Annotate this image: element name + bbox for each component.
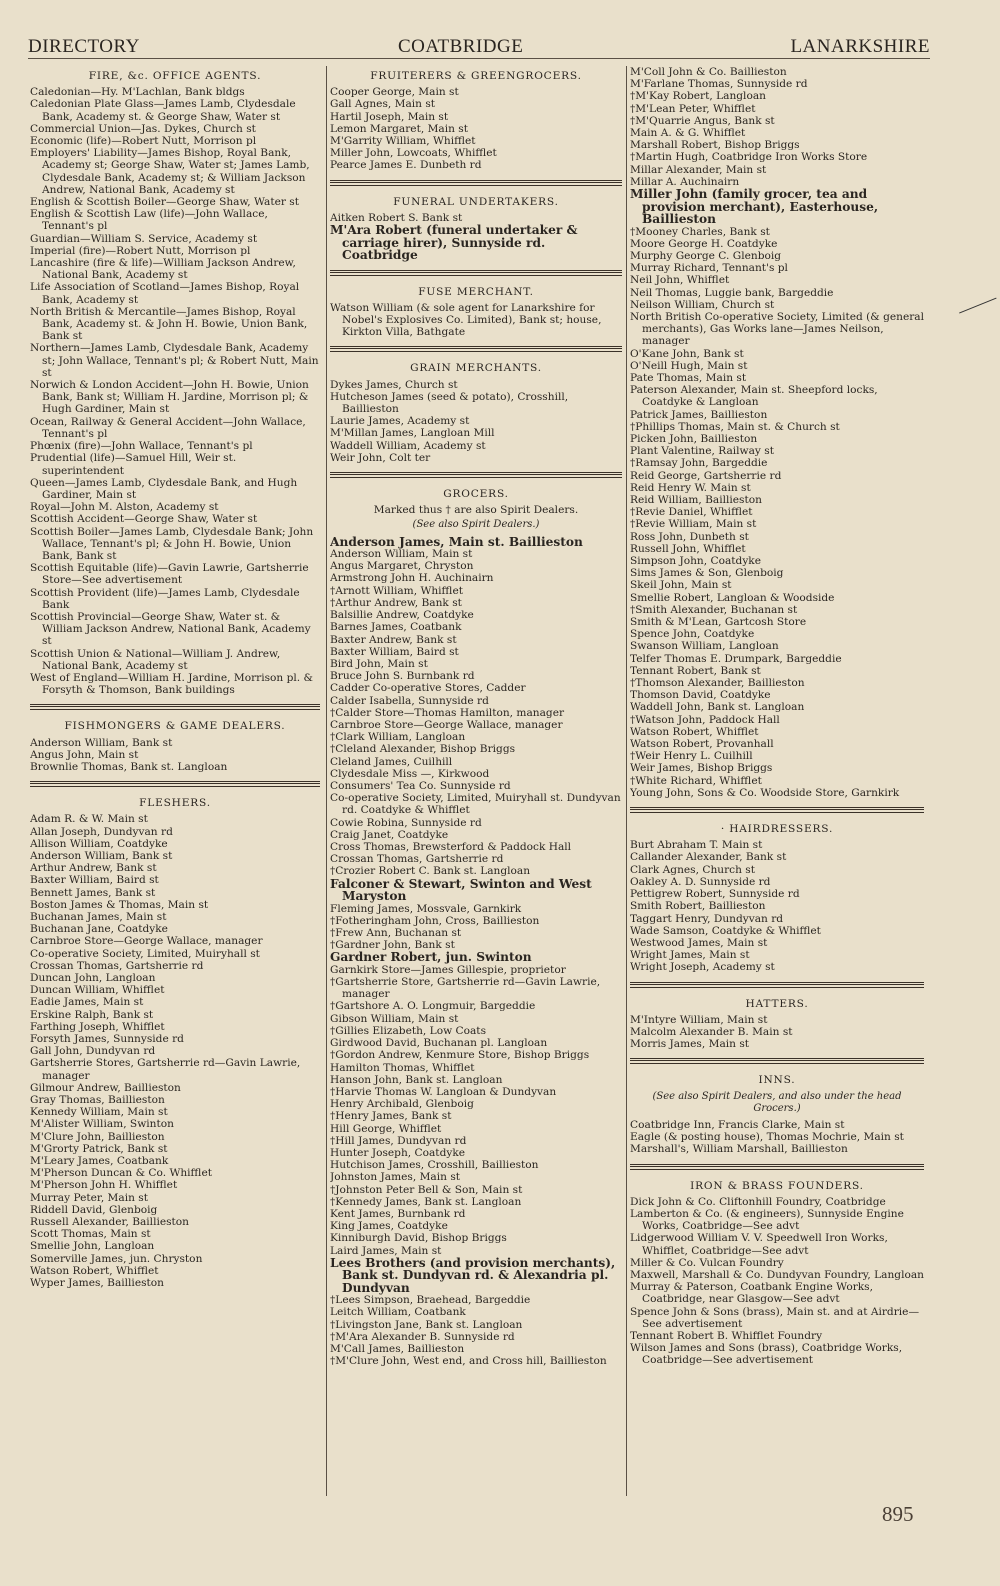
listing-entry: M'Coll John & Co. Baillieston — [630, 66, 787, 78]
page-number: 895 — [882, 1502, 914, 1526]
listing-entry: †Frew Ann, Buchanan st — [330, 926, 462, 939]
listing-entry: Gartsherrie Stores, Gartsherrie rd—Gavin Lawrie, manager — [30, 1057, 301, 1082]
listing-entry: Scottish Accident—George Shaw, Water st — [30, 513, 258, 526]
listing-entry: Cowie Robina, Sunnyside rd — [330, 816, 482, 829]
listing-entry: Pettigrew Robert, Sunnyside rd — [630, 888, 800, 901]
listing-entry: Scottish Union & National—William J. Andrew, National Bank, Academy st — [30, 647, 281, 672]
section-rule — [630, 1164, 924, 1170]
listing-entry: King James, Coatdyke — [330, 1220, 448, 1233]
listing-entry: Sims James & Son, Glenboig — [630, 567, 784, 580]
listing-entry: Lidgerwood William V. V. Speedwell Iron Works, Whifflet, Coatbridge—See advt — [630, 1232, 888, 1257]
listing-entry: Life Association of Scotland—James Bishop, Royal Bank, Academy st — [30, 281, 300, 306]
listing-entry: Smith & M'Lean, Gartcosh Store — [630, 616, 807, 629]
section-heading: FLESHERS. — [139, 797, 211, 810]
listing-entry: Tennant Robert, Bank st — [630, 664, 761, 677]
section-rule — [330, 346, 622, 352]
column-divider — [626, 66, 627, 1496]
listing-entry: Murray Richard, Tennant's pl — [630, 262, 788, 275]
listing-entry: Bennett James, Bank st — [30, 886, 156, 899]
listing-entry: Scottish Boiler—James Lamb, Clydesdale Bank; John Wallace, Tennant's pl; & John H. Bowie, Union Bank, Bank st — [30, 525, 314, 562]
listing-entry: Westwood James, Main st — [630, 936, 768, 949]
listing-entry: Henry Archibald, Glenboig — [330, 1098, 474, 1111]
listing-entry: Waddell John, Bank st. Langloan — [630, 701, 805, 714]
listing-entry: Gibson William, Main st — [330, 1012, 459, 1025]
listing-entry: Neil Thomas, Luggie bank, Bargeddie — [630, 286, 834, 299]
listing-entry: Girdwood David, Buchanan pl. Langloan — [330, 1037, 548, 1050]
listing-entry: Imperial (fire)—Robert Nutt, Morrison pl — [30, 244, 251, 257]
listing-entry: Armstrong John H. Auchinairn — [330, 572, 494, 585]
listing-entry: North British & Mercantile—James Bishop, Royal Bank, Academy st. & John H. Bowie, Union Bank, Bank st — [30, 305, 308, 343]
listing-entry: Bird John, Main st — [330, 657, 428, 670]
listing-entry: Millar A. Auchinairn — [630, 175, 740, 188]
listing-entry: Craig Janet, Coatdyke — [330, 828, 449, 841]
listing-entry: Anderson William, Bank st — [30, 736, 173, 749]
listing-entry: †Calder Store—Thomas Hamilton, manager — [330, 706, 565, 719]
listing-entry: Guardian—William S. Service, Academy st — [30, 232, 258, 245]
listing-entry: †M'Kay Robert, Langloan — [630, 90, 766, 103]
listing-entry: Queen—James Lamb, Clydesdale Bank, and Hugh Gardiner, Main st — [30, 476, 298, 501]
listing-entry: Tennant Robert B. Whifflet Foundry — [630, 1329, 823, 1342]
listing-entry: North British Co-operative Society, Limited (& general merchants), Gas Works lane—James Neilson, manager — [630, 310, 924, 348]
featured-listing-entry: M'Ara Robert (funeral undertaker & carriage hirer), Sunnyside rd. Coatbridge — [330, 223, 578, 263]
listing-entry: †Gartshore A. O. Longmuir, Bargeddie — [330, 1000, 536, 1013]
listing-entry: Smellie John, Langloan — [30, 1240, 155, 1253]
featured-listing-entry: Falconer & Stewart, Swinton and West Maryston — [330, 876, 592, 904]
section-rule — [330, 180, 622, 186]
section-rule — [330, 270, 622, 276]
section-heading: GRAIN MERCHANTS. — [410, 362, 542, 375]
listing-entry: Taggart Henry, Dundyvan rd — [630, 912, 784, 925]
listing-entry: †Fotheringham John, Cross, Baillieston — [330, 914, 540, 927]
listing-entry: Hunter Joseph, Coatdyke — [330, 1146, 466, 1159]
listing-entry: †Crozier Robert C. Bank st. Langloan — [330, 865, 531, 878]
listing-entry: Weir James, Bishop Briggs — [630, 762, 773, 775]
listing-entry: Patrick James, Baillieston — [630, 408, 768, 421]
listing-entry: Thomson David, Coatdyke — [630, 689, 771, 702]
section-rule — [630, 982, 924, 988]
listing-entry: Marshall's, William Marshall, Baillieston — [630, 1143, 848, 1156]
section-heading: IRON & BRASS FOUNDERS. — [690, 1179, 864, 1192]
listing-entry: Waddell William, Academy st — [330, 439, 486, 452]
listing-entry: Hartil Joseph, Main st — [330, 110, 449, 123]
listing-entry: Hutchison James, Crosshill, Baillieston — [330, 1159, 539, 1172]
listing-entry: †Cleland Alexander, Bishop Briggs — [330, 743, 516, 756]
listing-entry: Forsyth James, Sunnyside rd — [30, 1033, 184, 1046]
listing-entry: Kinniburgh David, Bishop Briggs — [330, 1232, 507, 1245]
listing-entry: †Watson John, Paddock Hall — [630, 713, 780, 726]
listing-entry: Hill George, Whifflet — [330, 1122, 442, 1135]
listing-entry: Scottish Equitable (life)—Gavin Lawrie, Gartsherrie Store—See advertisement — [30, 562, 309, 587]
listing-entry: Buchanan James, Main st — [30, 911, 167, 923]
listing-entry: Calder Isabella, Sunnyside rd — [330, 694, 489, 707]
header-left: DIRECTORY — [28, 36, 140, 57]
listing-entry: Neilson William, Church st — [630, 298, 775, 311]
listing-entry: †Smith Alexander, Buchanan st — [630, 603, 798, 616]
listing-entry: O'Kane John, Bank st — [630, 347, 744, 360]
listing-entry: Pate Thomas, Main st — [630, 371, 747, 384]
listing-entry: Angus Margaret, Chryston — [330, 560, 474, 573]
listing-entry: Wright Joseph, Academy st — [630, 961, 775, 974]
listing-entry: †Lees Simpson, Braehead, Bargeddie — [330, 1294, 531, 1307]
listing-entry: †Revie William, Main st — [630, 518, 757, 531]
listing-entry: †M'Ara Alexander B. Sunnyside rd — [330, 1330, 515, 1343]
listing-entry: †Thomson Alexander, Baillieston — [630, 677, 805, 690]
listing-entry: Reid William, Baillieston — [630, 494, 762, 506]
listing-entry: O'Neill Hugh, Main st — [630, 359, 748, 372]
listing-entry: Caledonian Plate Glass—James Lamb, Clydesdale Bank, Academy st. & George Shaw, Water st — [30, 98, 296, 123]
listing-entry: Morris James, Main st — [630, 1038, 750, 1051]
listing-entry: Baxter Andrew, Bank st — [330, 633, 457, 646]
listing-entry: Phœnix (fire)—John Wallace, Tennant's pl — [30, 440, 253, 453]
listing-entry: M'Farlane Thomas, Sunnyside rd — [630, 78, 808, 91]
listing-entry: Barnes James, Coatbank — [330, 621, 462, 634]
listing-entry: †Hill James, Dundyvan rd — [330, 1134, 467, 1147]
listing-entry: Laurie James, Academy st — [330, 415, 470, 428]
listing-entry: Arthur Andrew, Bank st — [30, 862, 157, 875]
listing-entry: Murray Peter, Main st — [30, 1191, 148, 1204]
section-heading: · HAIRDRESSERS. — [720, 823, 834, 836]
listing-entry: Pearce James E. Dunbeth rd — [330, 159, 482, 172]
section-heading: FUSE MERCHANT. — [418, 285, 534, 298]
listing-entry: Gilmour Andrew, Baillieston — [30, 1081, 181, 1094]
listing-entry: Miller & Co. Vulcan Foundry — [630, 1256, 784, 1269]
listing-entry: M'Pherson Duncan & Co. Whifflet — [30, 1167, 212, 1180]
listing-entry: Wright James, Main st — [630, 949, 750, 962]
section-rule — [330, 472, 622, 478]
listing-entry: Crossan Thomas, Gartsherrie rd — [330, 853, 504, 866]
listing-entry: Clydesdale Miss —, Kirkwood — [330, 767, 490, 780]
listing-entry: Anderson William, Bank st — [30, 849, 173, 862]
listing-entry: Prudential (life)—Samuel Hill, Weir st. superintendent — [30, 452, 237, 477]
listing-entry: Spence John & Sons (brass), Main st. and at Airdrie—See advertisement — [630, 1305, 920, 1330]
listing-entry: Callander Alexander, Bank st — [630, 851, 787, 864]
listing-entry: Wilson James and Sons (brass), Coatbridge Works, Coatbridge—See advertisement — [630, 1342, 903, 1367]
listing-entry: Cooper George, Main st — [330, 86, 459, 99]
listing-entry: †Gartsherrie Store, Gartsherrie rd—Gavin Lawrie, manager — [330, 976, 601, 1001]
listing-entry: Duncan William, Whifflet — [30, 984, 165, 997]
listing-entry: Lemon Margaret, Main st — [330, 122, 469, 135]
listing-entry: Brownlie Thomas, Bank st. Langloan — [30, 760, 228, 773]
listing-entry: Swanson William, Langloan — [630, 640, 779, 653]
section-rule — [630, 807, 924, 813]
listing-entry: Buchanan Jane, Coatdyke — [30, 923, 168, 936]
listing-entry: †Gardner John, Bank st — [330, 939, 455, 952]
listing-entry: Johnston James, Main st — [330, 1171, 461, 1184]
listing-entry: M'Grorty Patrick, Bank st — [30, 1142, 168, 1155]
listing-entry: †Martin Hugh, Coatbridge Iron Works Store — [630, 151, 868, 164]
listing-entry: Coatbridge Inn, Francis Clarke, Main st — [630, 1118, 845, 1131]
section-heading: FUNERAL UNDERTAKERS. — [393, 195, 559, 208]
listing-entry: Paterson Alexander, Main st. Sheepford locks, Coatdyke & Langloan — [630, 384, 878, 409]
listing-entry: Neil John, Whifflet — [630, 274, 730, 287]
listing-entry: Boston James & Thomas, Main st — [30, 898, 209, 911]
listing-entry: M'Call James, Baillieston — [330, 1343, 465, 1356]
listing-entry: Wyper James, Baillieston — [30, 1277, 164, 1290]
listing-entry: Clark Agnes, Church st — [630, 863, 755, 876]
section-rule — [30, 704, 320, 710]
listing-entry: †Gordon Andrew, Kenmure Store, Bishop Briggs — [330, 1049, 590, 1062]
listing-entry: Riddell David, Glenboig — [30, 1203, 158, 1216]
listing-entry: Commercial Union—Jas. Dykes, Church st — [30, 122, 256, 135]
listing-entry: †M'Clure John, West end, and Cross hill, Baillieston — [330, 1355, 607, 1368]
listing-entry: Millar Alexander, Main st — [630, 163, 767, 176]
listing-entry: Cadder Co-operative Stores, Cadder — [330, 682, 526, 695]
listing-entry: M'Leary James, Coatbank — [30, 1155, 169, 1168]
listing-entry: Caledonian—Hy. M'Lachlan, Bank bldgs — [30, 86, 245, 99]
listing-entry: Marshall Robert, Bishop Briggs — [630, 139, 800, 152]
listing-entry: Economic (life)—Robert Nutt, Morrison pl — [30, 135, 257, 148]
listing-entry: Carnbroe Store—George Wallace, manager — [30, 935, 263, 948]
listing-entry: †Harvie Thomas W. Langloan & Dundyvan — [330, 1085, 557, 1098]
listing-entry: English & Scottish Boiler—George Shaw, Water st — [30, 196, 299, 209]
listing-entry: Balsillie Andrew, Coatdyke — [330, 609, 474, 622]
listing-entry: †Henry James, Bank st — [330, 1110, 452, 1123]
section-heading: INNS. — [758, 1074, 796, 1087]
listing-entry: Kennedy William, Main st — [30, 1106, 168, 1119]
listing-entry: Smith Robert, Baillieston — [630, 900, 766, 913]
listing-entry: Spence John, Coatdyke — [630, 628, 755, 641]
listing-entry: †Ramsay John, Bargeddie — [630, 457, 768, 470]
listing-entry: Duncan John, Langloan — [30, 972, 156, 985]
listing-entry: Scottish Provident (life)—James Lamb, Clydesdale Bank — [30, 586, 300, 611]
header-rule — [28, 58, 930, 59]
listing-entry: Crossan Thomas, Gartsherrie rd — [30, 959, 204, 972]
listing-entry: Murray & Paterson, Coatbank Engine Works, Coatbridge, near Glasgow—See advt — [630, 1281, 873, 1306]
listing-entry: †Arnott William, Whifflet — [330, 584, 463, 597]
listing-entry: Hutcheson James (seed & potato), Crosshill, Baillieston — [330, 390, 569, 415]
listing-entry: Adam R. & W. Main st — [30, 813, 148, 826]
listing-entry: Smellie Robert, Langloan & Woodside — [630, 591, 835, 604]
section-heading: GROCERS. — [443, 487, 509, 500]
listing-entry: †Gillies Elizabeth, Low Coats — [330, 1024, 486, 1037]
listing-entry: Reid Henry W. Main st — [630, 481, 751, 494]
listing-entry: †Livingston Jane, Bank st. Langloan — [330, 1318, 523, 1331]
listing-entry: Somerville James, jun. Chryston — [30, 1252, 203, 1265]
section-heading: HATTERS. — [745, 997, 809, 1010]
listing-entry: †Clark William, Langloan — [330, 731, 466, 744]
listing-entry: Allison William, Coatdyke — [30, 837, 168, 850]
featured-listing-entry: Anderson James, Main st. Baillieston — [330, 534, 583, 549]
section-note: Marked thus † are also Spirit Dealers. — [373, 504, 579, 517]
listing-entry: Scottish Provincial—George Shaw, Water st. & William Jackson Andrew, National Bank, Academy st — [30, 610, 311, 648]
listing-entry: Lamberton & Co. (& engineers), Sunnyside Engine Works, Coatbridge—See advt — [630, 1207, 904, 1233]
listing-entry: Baxter William, Baird st — [330, 645, 459, 658]
listing-entry: Simpson John, Coatdyke — [630, 555, 761, 568]
listing-entry: †Kennedy James, Bank st. Langloan — [330, 1195, 522, 1208]
listing-entry: Erskine Ralph, Bank st — [30, 1008, 154, 1021]
listing-entry: Allan Joseph, Dundyvan rd — [30, 825, 173, 838]
listing-entry: M'Pherson John H. Whifflet — [30, 1179, 178, 1192]
listing-entry: Norwich & London Accident—John H. Bowie, Union Bank, Bank st; William H. Jardine, Morrison pl; & Hugh Gardiner, Main st — [30, 379, 309, 416]
column-divider — [326, 66, 327, 1496]
column-1 — [30, 66, 320, 1506]
featured-listing-entry: Lees Brothers (and provision merchants), Bank st. Dundyvan rd. & Alexandria pl. Dundyvan — [330, 1255, 616, 1295]
listing-entry: Eadie James, Main st — [30, 996, 144, 1009]
listing-entry: Leitch William, Coatbank — [330, 1306, 466, 1319]
listing-entry: M'Intyre William, Main st — [630, 1013, 768, 1026]
cross-reference-note: (See also Spirit Dealers, and also under the head Grocers.) — [652, 1090, 902, 1114]
listing-entry: Plant Valentine, Railway st — [630, 445, 774, 458]
listing-entry: Co-operative Society, Limited, Muiryhall st. Dundyvan rd. Coatdyke & Whifflet — [330, 792, 621, 817]
listing-entry: Picken John, Baillieston — [630, 432, 758, 445]
listing-entry: †M'Quarrie Angus, Bank st — [630, 114, 775, 127]
listing-entry: Fleming James, Mossvale, Garnkirk — [330, 902, 522, 915]
column-2 — [330, 66, 622, 1510]
listing-entry: Burt Abraham T. Main st — [630, 839, 763, 852]
listing-entry: Hamilton Thomas, Whifflet — [330, 1061, 475, 1074]
section-heading: FISHMONGERS & GAME DEALERS. — [64, 720, 286, 733]
listing-entry: Ross John, Dunbeth st — [630, 530, 749, 543]
listing-entry: Scott Thomas, Main st — [30, 1228, 151, 1241]
listing-entry: Wade Samson, Coatdyke & Whifflet — [630, 924, 821, 937]
listing-entry: Farthing Joseph, Whifflet — [30, 1020, 165, 1033]
listing-entry: Gray Thomas, Baillieston — [30, 1094, 165, 1107]
listing-entry: Miller John, Lowcoats, Whifflet — [330, 147, 497, 160]
listing-entry: Dick John & Co. Cliftonhill Foundry, Coatbridge — [630, 1195, 886, 1208]
column-3 — [630, 66, 924, 1508]
listing-entry: English & Scottish Law (life)—John Wallace, Tennant's pl — [30, 208, 268, 233]
section-heading: FRUITERERS & GREENGROCERS. — [370, 70, 582, 82]
featured-listing-entry: Miller John (family grocer, tea and provision merchant), Easterhouse, Baillieston — [630, 187, 879, 227]
listing-entry: †White Richard, Whifflet — [630, 774, 762, 787]
listing-entry: Baxter William, Baird st — [30, 874, 159, 887]
section-rule — [630, 1058, 924, 1064]
listing-entry: Northern—James Lamb, Clydesdale Bank, Academy st; John Wallace, Tennant's pl; & Robert Nutt, Main st — [30, 342, 319, 379]
listing-entry: Laird James, Main st — [330, 1244, 442, 1257]
header-center: COATBRIDGE — [398, 36, 524, 57]
listing-entry: †Weir Henry L. Cuilhill — [630, 750, 753, 763]
listing-entry: †Johnston Peter Bell & Son, Main st — [330, 1183, 523, 1196]
listing-entry: Main A. & G. Whifflet — [630, 127, 746, 140]
listing-entry: Moore George H. Coatdyke — [630, 237, 778, 250]
listing-entry: Angus John, Main st — [30, 748, 139, 761]
listing-entry: Watson William (& sole agent for Lanarkshire for Nobel's Explosives Co. Limited), Bank st; house, Kirkton Villa, Bathgate — [330, 301, 602, 339]
listing-entry: †Phillips Thomas, Main st. & Church st — [630, 420, 840, 433]
listing-entry: M'Alister William, Swinton — [30, 1118, 174, 1131]
listing-entry: Weir John, Colt ter — [330, 451, 431, 464]
listing-entry: Consumers' Tea Co. Sunnyside rd — [330, 779, 511, 792]
listing-entry: M'Clure John, Baillieston — [30, 1130, 165, 1143]
listing-entry: †Arthur Andrew, Bank st — [330, 596, 462, 609]
listing-entry: Gall Agnes, Main st — [330, 98, 436, 111]
listing-entry: Maxwell, Marshall & Co. Dundyvan Foundry, Langloan — [630, 1268, 924, 1281]
listing-entry: M'Millan James, Langloan Mill — [330, 427, 495, 440]
listing-entry: †Mooney Charles, Bank st — [630, 225, 770, 238]
listing-entry: Aitken Robert S. Bank st — [330, 211, 463, 224]
listing-entry: Watson Robert, Whifflet — [30, 1264, 159, 1277]
listing-entry: Garnkirk Store—James Gillespie, proprietor — [330, 963, 566, 976]
listing-entry: Russell John, Whifflet — [630, 542, 746, 555]
listing-entry: Ocean, Railway & General Accident—John Wallace, Tennant's pl — [30, 415, 306, 440]
listing-entry: Skeil John, Main st — [630, 579, 732, 592]
listing-entry: †M'Lean Peter, Whifflet — [630, 102, 756, 115]
listing-entry: Malcolm Alexander B. Main st — [630, 1025, 793, 1038]
listing-entry: †Revie Daniel, Whifflet — [630, 506, 753, 519]
listing-entry: West of England—William H. Jardine, Morrison pl. & Forsyth & Thomson, Bank buildings — [30, 671, 313, 697]
listing-entry: Lancashire (fire & life)—William Jackson Andrew, National Bank, Academy st — [30, 257, 296, 282]
featured-listing-entry: Gardner Robert, jun. Swinton — [330, 950, 532, 965]
section-heading: FIRE, &c. OFFICE AGENTS. — [88, 70, 262, 82]
listing-entry: Reid George, Gartsherrie rd — [630, 469, 782, 482]
margin-pen-mark — [959, 298, 997, 315]
listing-entry: Young John, Sons & Co. Woodside Store, Garnkirk — [630, 786, 900, 799]
listing-entry: Co-operative Society, Limited, Muiryhall st — [30, 947, 260, 960]
listing-entry: Cleland James, Cuilhill — [330, 755, 453, 768]
listing-entry: Gall John, Dundyvan rd — [30, 1045, 156, 1058]
listing-entry: Telfer Thomas E. Drumpark, Bargeddie — [630, 652, 842, 665]
section-rule — [30, 781, 320, 787]
listing-entry: Cross Thomas, Brewsterford & Paddock Hall — [330, 840, 572, 853]
listing-entry: Watson Robert, Whifflet — [630, 725, 759, 738]
listing-entry: Anderson William, Main st — [330, 548, 473, 561]
running-header — [28, 36, 930, 64]
listing-entry: Murphy George C. Glenboig — [630, 249, 782, 262]
cross-reference-note: (See also Spirit Dealers.) — [412, 519, 540, 531]
listing-entry: Dykes James, Church st — [330, 378, 458, 391]
listing-entry: Royal—John M. Alston, Academy st — [30, 501, 219, 514]
listing-entry: Kent James, Burnbank rd — [330, 1207, 466, 1220]
listing-entry: Carnbroe Store—George Wallace, manager — [330, 718, 563, 731]
listing-entry: Watson Robert, Provanhall — [630, 738, 774, 751]
listing-entry: M'Garrity William, Whifflet — [330, 135, 476, 148]
header-right: LANARKSHIRE — [790, 36, 930, 57]
listing-entry: Bruce John S. Burnbank rd — [330, 670, 475, 683]
listing-entry: Russell Alexander, Baillieston — [30, 1216, 190, 1229]
listing-entry: Employers' Liability—James Bishop, Royal Bank, Academy st; George Shaw, Water st; James Lamb, Clydesdale Bank, Academy st; & William Jackson Andrew, National Bank, Academy st — [30, 147, 310, 196]
listing-entry: Hanson John, Bank st. Langloan — [330, 1073, 503, 1086]
listing-entry: Eagle (& posting house), Thomas Mochrie, Main st — [630, 1131, 904, 1144]
listing-entry: Oakley A. D. Sunnyside rd — [630, 875, 771, 888]
